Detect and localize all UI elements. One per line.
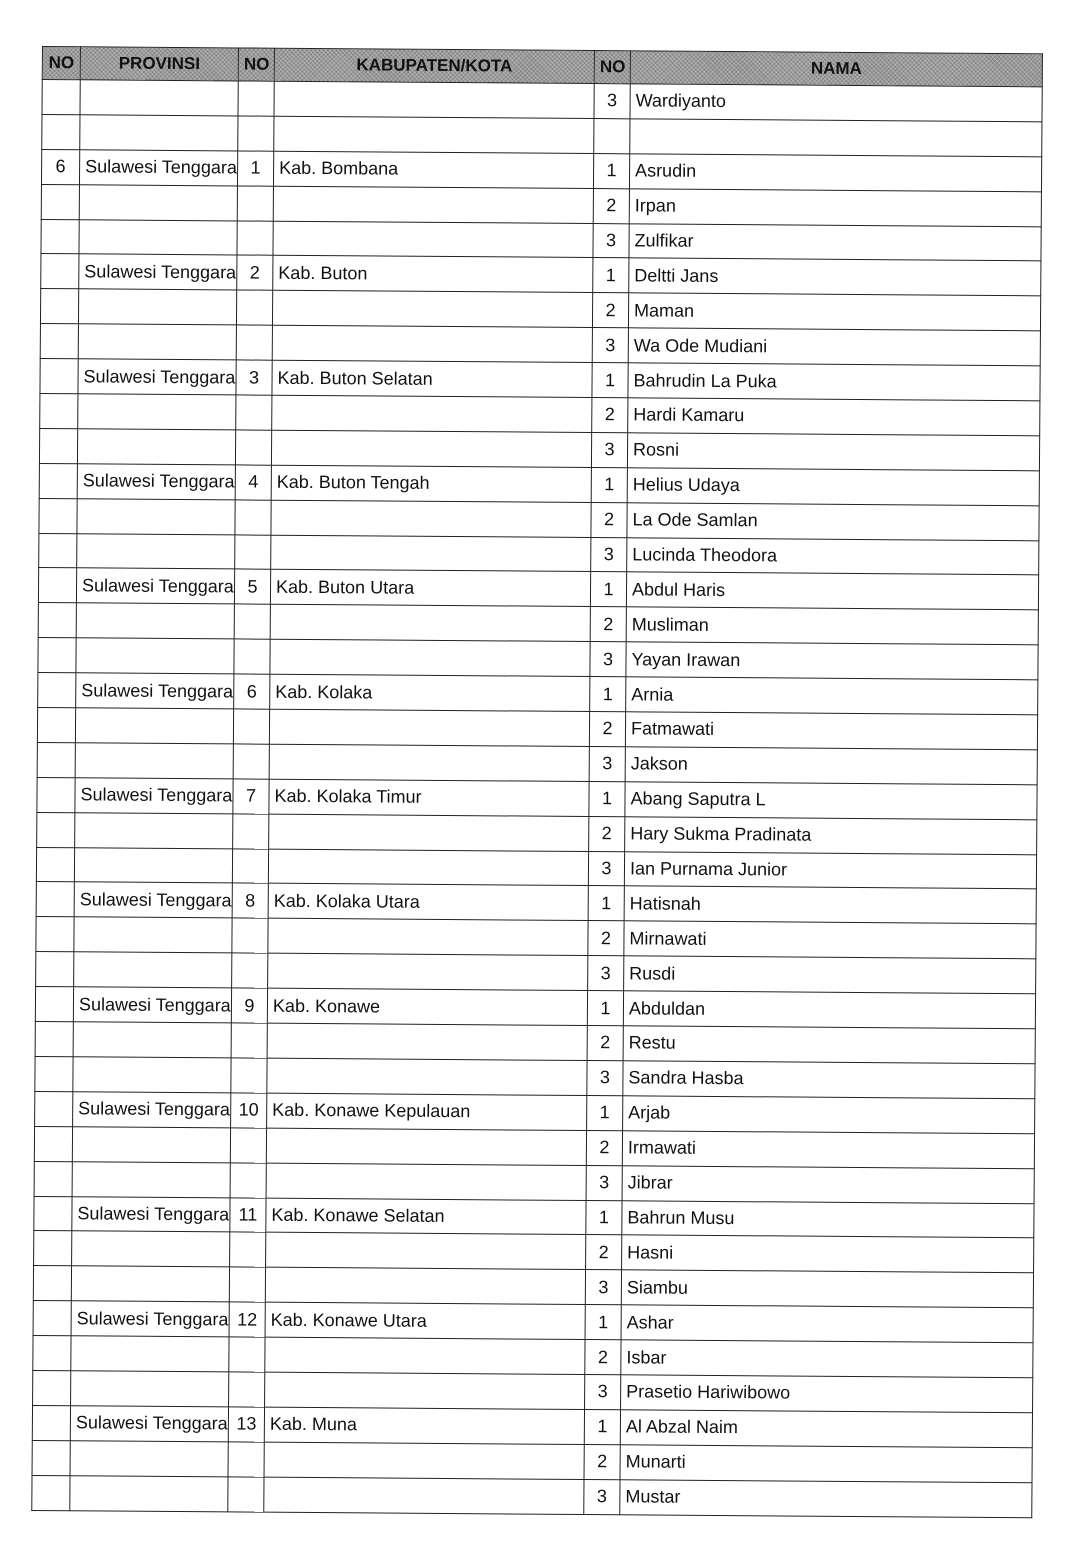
- cell-no-kabupaten: [237, 186, 273, 221]
- cell-kabupaten-kota: Kab. Kolaka Timur: [269, 779, 589, 816]
- cell-no-nama: 1: [593, 258, 629, 293]
- cell-no-nama: 1: [592, 363, 628, 398]
- cell-no-kabupaten: [232, 849, 268, 884]
- cell-no-nama: 2: [587, 1026, 623, 1061]
- cell-kabupaten-kota: [271, 535, 591, 572]
- cell-provinsi: [80, 115, 238, 151]
- cell-nama: Helius Udaya: [627, 468, 1039, 506]
- cell-no-provinsi: [32, 1475, 70, 1510]
- cell-provinsi: [75, 708, 233, 744]
- cell-kabupaten-kota: [268, 919, 588, 956]
- cell-no-nama: 1: [587, 1095, 623, 1130]
- cell-no-kabupaten: [230, 1128, 266, 1163]
- cell-no-kabupaten: 8: [232, 883, 268, 918]
- cell-nama: Bahrun Musu: [622, 1200, 1034, 1238]
- cell-no-kabupaten: [232, 953, 268, 988]
- cell-nama: Prasetio Hariwibowo: [621, 1375, 1033, 1413]
- cell-provinsi: Sulawesi Tenggara: [77, 464, 235, 500]
- cell-kabupaten-kota: Kab. Kolaka Utara: [268, 884, 588, 921]
- cell-no-kabupaten: 4: [235, 465, 271, 500]
- cell-kabupaten-kota: [265, 1337, 585, 1374]
- cell-no-kabupaten: [238, 81, 274, 116]
- cell-no-nama: 1: [591, 467, 627, 502]
- cell-kabupaten-kota: Kab. Buton Utara: [270, 570, 590, 607]
- cell-no-provinsi: [40, 359, 78, 394]
- cell-no-kabupaten: [229, 1372, 265, 1407]
- cell-provinsi: [70, 1440, 228, 1476]
- cell-no-kabupaten: [233, 814, 269, 849]
- cell-no-kabupaten: [236, 290, 272, 325]
- cell-nama: Hatisnah: [624, 886, 1036, 924]
- cell-kabupaten-kota: [267, 1023, 587, 1060]
- cell-no-provinsi: [33, 1370, 71, 1405]
- cell-no-provinsi: [40, 394, 78, 429]
- cell-nama: Hasni: [622, 1235, 1034, 1273]
- cell-no-nama: 3: [588, 956, 624, 991]
- cell-no-nama: 1: [587, 991, 623, 1026]
- cell-kabupaten-kota: Kab. Buton Selatan: [272, 360, 592, 397]
- cell-no-provinsi: [36, 952, 74, 987]
- cell-kabupaten-kota: [272, 395, 592, 432]
- cell-kabupaten-kota: Kab. Konawe Selatan: [266, 1198, 586, 1235]
- cell-provinsi: [74, 952, 232, 988]
- cell-no-kabupaten: [231, 1058, 267, 1093]
- cell-kabupaten-kota: [273, 186, 593, 223]
- cell-no-provinsi: [36, 847, 74, 882]
- cell-no-provinsi: [38, 638, 76, 673]
- cell-nama: Arnia: [626, 677, 1038, 715]
- cell-no-provinsi: [35, 1091, 73, 1126]
- cell-provinsi: [79, 184, 237, 220]
- cell-no-nama: 2: [590, 607, 626, 642]
- cell-nama: Musliman: [626, 607, 1038, 645]
- cell-no-provinsi: [34, 1231, 72, 1266]
- cell-no-provinsi: [41, 184, 79, 219]
- cell-no-kabupaten: [229, 1337, 265, 1372]
- cell-kabupaten-kota: [272, 291, 592, 328]
- header-no-nama: NO: [594, 51, 630, 84]
- cell-no-nama: 1: [586, 1200, 622, 1235]
- cell-no-kabupaten: [236, 395, 272, 430]
- cell-no-kabupaten: [234, 639, 270, 674]
- cell-provinsi: Sulawesi Tenggara: [76, 673, 234, 709]
- cell-no-nama: 2: [592, 398, 628, 433]
- cell-provinsi: [76, 603, 234, 639]
- cell-provinsi: Sulawesi Tenggara: [76, 568, 234, 604]
- cell-kabupaten-kota: [264, 1442, 584, 1479]
- cell-no-nama: 3: [587, 1060, 623, 1095]
- cell-nama: Rosni: [627, 433, 1039, 471]
- cell-no-nama: [594, 118, 630, 153]
- cell-kabupaten-kota: Kab. Konawe Kepulauan: [267, 1093, 587, 1130]
- cell-no-kabupaten: 11: [230, 1197, 266, 1232]
- cell-no-nama: 3: [588, 851, 624, 886]
- cell-no-provinsi: [40, 289, 78, 324]
- cell-nama: Mirnawati: [624, 921, 1036, 959]
- cell-no-provinsi: [35, 987, 73, 1022]
- cell-no-nama: 2: [586, 1235, 622, 1270]
- cell-kabupaten-kota: Kab. Bombana: [273, 151, 593, 188]
- cell-provinsi: [79, 219, 237, 255]
- cell-nama: Jibrar: [622, 1165, 1034, 1203]
- cell-no-provinsi: [36, 917, 74, 952]
- cell-provinsi: [74, 847, 232, 883]
- cell-no-provinsi: [39, 533, 77, 568]
- cell-provinsi: Sulawesi Tenggara: [78, 359, 236, 395]
- cell-no-kabupaten: [230, 1163, 266, 1198]
- cell-nama: Ashar: [621, 1305, 1033, 1343]
- table-row: [32, 1475, 1032, 1517]
- cell-no-provinsi: [34, 1126, 72, 1161]
- cell-no-nama: 3: [591, 432, 627, 467]
- cell-no-nama: 1: [584, 1409, 620, 1444]
- cell-nama: Al Abzal Naim: [620, 1410, 1032, 1448]
- cell-no-nama: 3: [590, 642, 626, 677]
- cell-nama: Sandra Hasba: [623, 1061, 1035, 1099]
- document-sheet: [31, 46, 1042, 1518]
- header-no-provinsi: NO: [42, 47, 80, 80]
- cell-no-nama: 1: [585, 1305, 621, 1340]
- cell-no-provinsi: [37, 742, 75, 777]
- cell-no-nama: 2: [592, 293, 628, 328]
- cell-kabupaten-kota: Kab. Kolaka: [270, 674, 590, 711]
- cell-no-kabupaten: [230, 1232, 266, 1267]
- cell-no-provinsi: [36, 882, 74, 917]
- cell-nama: La Ode Samlan: [627, 502, 1039, 540]
- cell-nama: Wardiyanto: [630, 84, 1042, 122]
- cell-nama: Isbar: [621, 1340, 1033, 1378]
- cell-no-kabupaten: 2: [237, 255, 273, 290]
- cell-no-provinsi: [37, 812, 75, 847]
- cell-no-nama: 3: [585, 1270, 621, 1305]
- cell-provinsi: Sulawesi Tenggara: [70, 1406, 228, 1442]
- cell-provinsi: [74, 917, 232, 953]
- cell-no-kabupaten: 3: [236, 360, 272, 395]
- cell-no-kabupaten: [237, 220, 273, 255]
- cell-provinsi: [73, 1022, 231, 1058]
- cell-no-nama: 1: [590, 677, 626, 712]
- cell-no-kabupaten: [235, 500, 271, 535]
- cell-kabupaten-kota: [269, 744, 589, 781]
- cell-no-nama: 2: [593, 188, 629, 223]
- cell-no-nama: 2: [585, 1340, 621, 1375]
- cell-no-provinsi: [39, 428, 77, 463]
- cell-kabupaten-kota: [274, 116, 594, 153]
- cell-no-provinsi: [37, 708, 75, 743]
- cell-no-kabupaten: [229, 1267, 265, 1302]
- cell-no-provinsi: [39, 498, 77, 533]
- cell-no-kabupaten: [228, 1442, 264, 1477]
- cell-nama: Munarti: [620, 1445, 1032, 1483]
- data-table: [31, 46, 1043, 1518]
- cell-no-provinsi: [41, 254, 79, 289]
- cell-provinsi: [72, 1161, 230, 1197]
- cell-no-nama: 3: [592, 328, 628, 363]
- cell-provinsi: [71, 1266, 229, 1302]
- cell-provinsi: Sulawesi Tenggara: [75, 778, 233, 814]
- cell-provinsi: [76, 638, 234, 674]
- cell-nama: Irmawati: [622, 1131, 1034, 1169]
- cell-no-provinsi: [42, 114, 80, 149]
- cell-kabupaten-kota: [271, 500, 591, 537]
- cell-no-nama: 2: [586, 1130, 622, 1165]
- cell-nama: Hardi Kamaru: [628, 398, 1040, 436]
- cell-nama: Bahrudin La Puka: [628, 363, 1040, 401]
- cell-no-kabupaten: [233, 709, 269, 744]
- cell-no-kabupaten: 1: [237, 151, 273, 186]
- cell-nama: Yayan Irawan: [626, 642, 1038, 680]
- cell-nama: Abdul Haris: [626, 572, 1038, 610]
- cell-no-nama: 2: [591, 502, 627, 537]
- cell-provinsi: Sulawesi Tenggara: [73, 1092, 231, 1128]
- cell-no-provinsi: [33, 1336, 71, 1371]
- cell-no-nama: 3: [593, 223, 629, 258]
- cell-no-provinsi: [32, 1440, 70, 1475]
- cell-no-provinsi: [35, 1022, 73, 1057]
- cell-nama: Hary Sukma Pradinata: [625, 816, 1037, 854]
- cell-provinsi: [77, 533, 235, 569]
- cell-provinsi: [75, 812, 233, 848]
- cell-nama: Deltti Jans: [629, 258, 1041, 296]
- cell-kabupaten-kota: Kab. Buton: [273, 256, 593, 293]
- cell-provinsi: [75, 743, 233, 779]
- cell-kabupaten-kota: [270, 605, 590, 642]
- cell-nama: Restu: [623, 1026, 1035, 1064]
- cell-no-nama: 1: [593, 153, 629, 188]
- cell-no-nama: 3: [585, 1374, 621, 1409]
- cell-provinsi: Sulawesi Tenggara: [71, 1301, 229, 1337]
- cell-kabupaten-kota: [266, 1233, 586, 1270]
- cell-no-nama: 3: [584, 1479, 620, 1514]
- cell-kabupaten-kota: Kab. Konawe Utara: [265, 1302, 585, 1339]
- cell-kabupaten-kota: [271, 430, 591, 467]
- cell-kabupaten-kota: [266, 1163, 586, 1200]
- cell-kabupaten-kota: [265, 1267, 585, 1304]
- cell-provinsi: [72, 1126, 230, 1162]
- cell-nama: Wa Ode Mudiani: [628, 328, 1040, 366]
- cell-provinsi: Sulawesi Tenggara: [74, 882, 232, 918]
- cell-provinsi: [77, 429, 235, 465]
- cell-no-nama: 1: [588, 886, 624, 921]
- cell-provinsi: Sulawesi Tenggara: [72, 1196, 230, 1232]
- cell-kabupaten-kota: [268, 953, 588, 990]
- cell-provinsi: [80, 80, 238, 116]
- cell-kabupaten-kota: [265, 1372, 585, 1409]
- cell-no-kabupaten: 6: [234, 674, 270, 709]
- cell-no-nama: 3: [586, 1165, 622, 1200]
- cell-kabupaten-kota: [270, 639, 590, 676]
- cell-no-kabupaten: [233, 744, 269, 779]
- cell-no-kabupaten: [234, 604, 270, 639]
- cell-no-kabupaten: 12: [229, 1302, 265, 1337]
- cell-no-kabupaten: 13: [228, 1407, 264, 1442]
- cell-kabupaten-kota: Kab. Muna: [264, 1407, 584, 1444]
- cell-kabupaten-kota: [269, 709, 589, 746]
- cell-provinsi: Sulawesi Tenggara: [79, 150, 237, 186]
- cell-no-provinsi: [38, 673, 76, 708]
- cell-no-provinsi: [33, 1266, 71, 1301]
- cell-provinsi: Sulawesi Tenggara: [73, 987, 231, 1023]
- cell-no-kabupaten: [236, 325, 272, 360]
- cell-nama: Siambu: [621, 1270, 1033, 1308]
- cell-no-kabupaten: [232, 918, 268, 953]
- cell-no-provinsi: [33, 1301, 71, 1336]
- cell-nama: Mustar: [620, 1479, 1032, 1517]
- cell-kabupaten-kota: [268, 849, 588, 886]
- cell-kabupaten-kota: [266, 1128, 586, 1165]
- cell-no-provinsi: [34, 1196, 72, 1231]
- cell-no-provinsi: [38, 603, 76, 638]
- cell-no-provinsi: [42, 80, 80, 115]
- cell-no-provinsi: [38, 568, 76, 603]
- cell-no-kabupaten: [235, 535, 271, 570]
- cell-provinsi: [72, 1231, 230, 1267]
- cell-kabupaten-kota: [267, 1058, 587, 1095]
- cell-no-provinsi: [40, 324, 78, 359]
- header-nama: NAMA: [630, 51, 1042, 87]
- cell-no-provinsi: [39, 463, 77, 498]
- cell-no-nama: 3: [591, 537, 627, 572]
- cell-nama: Rusdi: [624, 956, 1036, 994]
- cell-no-nama: 1: [590, 572, 626, 607]
- cell-kabupaten-kota: [269, 814, 589, 851]
- cell-no-nama: 1: [589, 781, 625, 816]
- cell-no-provinsi: 6: [41, 149, 79, 184]
- cell-kabupaten-kota: [272, 325, 592, 362]
- cell-nama: Jakson: [625, 747, 1037, 785]
- cell-nama: Abduldan: [623, 991, 1035, 1029]
- cell-nama: Maman: [628, 293, 1040, 331]
- cell-no-kabupaten: 9: [231, 988, 267, 1023]
- cell-no-provinsi: [35, 1056, 73, 1091]
- cell-provinsi: [78, 289, 236, 325]
- table-body: [32, 80, 1042, 1518]
- cell-provinsi: [73, 1057, 231, 1093]
- cell-nama: Arjab: [623, 1096, 1035, 1134]
- cell-no-provinsi: [32, 1405, 70, 1440]
- cell-provinsi: [71, 1371, 229, 1407]
- cell-provinsi: [70, 1475, 228, 1511]
- cell-nama: Fatmawati: [625, 712, 1037, 750]
- cell-no-nama: 2: [584, 1444, 620, 1479]
- cell-no-kabupaten: [228, 1477, 264, 1512]
- cell-no-nama: 2: [588, 921, 624, 956]
- cell-nama: Ian Purnama Junior: [624, 851, 1036, 889]
- cell-nama: Asrudin: [629, 154, 1041, 192]
- header-no-kabupaten: NO: [238, 48, 274, 81]
- cell-no-kabupaten: [238, 116, 274, 151]
- cell-no-nama: 2: [589, 816, 625, 851]
- cell-nama: [630, 119, 1042, 157]
- cell-no-nama: 3: [589, 746, 625, 781]
- cell-no-kabupaten: 7: [233, 779, 269, 814]
- cell-provinsi: [71, 1336, 229, 1372]
- cell-no-kabupaten: [231, 1023, 267, 1058]
- cell-no-provinsi: [41, 219, 79, 254]
- cell-nama: Lucinda Theodora: [627, 537, 1039, 575]
- cell-nama: Zulfikar: [629, 223, 1041, 261]
- cell-kabupaten-kota: [273, 221, 593, 258]
- cell-kabupaten-kota: [264, 1477, 584, 1514]
- cell-no-nama: 3: [594, 84, 630, 119]
- cell-no-provinsi: [37, 777, 75, 812]
- cell-provinsi: [78, 394, 236, 430]
- cell-kabupaten-kota: [274, 81, 594, 118]
- cell-kabupaten-kota: Kab. Konawe: [267, 988, 587, 1025]
- cell-no-kabupaten: [235, 430, 271, 465]
- cell-no-nama: 2: [589, 712, 625, 747]
- cell-provinsi: Sulawesi Tenggara: [79, 254, 237, 290]
- cell-no-kabupaten: 10: [231, 1093, 267, 1128]
- cell-provinsi: [78, 324, 236, 360]
- cell-no-kabupaten: 5: [234, 569, 270, 604]
- cell-nama: Irpan: [629, 188, 1041, 226]
- cell-no-provinsi: [34, 1161, 72, 1196]
- cell-nama: Abang Saputra L: [625, 782, 1037, 820]
- header-kabupaten-kota: KABUPATEN/KOTA: [274, 48, 594, 83]
- header-provinsi: PROVINSI: [80, 47, 238, 81]
- cell-provinsi: [77, 498, 235, 534]
- cell-kabupaten-kota: Kab. Buton Tengah: [271, 465, 591, 502]
